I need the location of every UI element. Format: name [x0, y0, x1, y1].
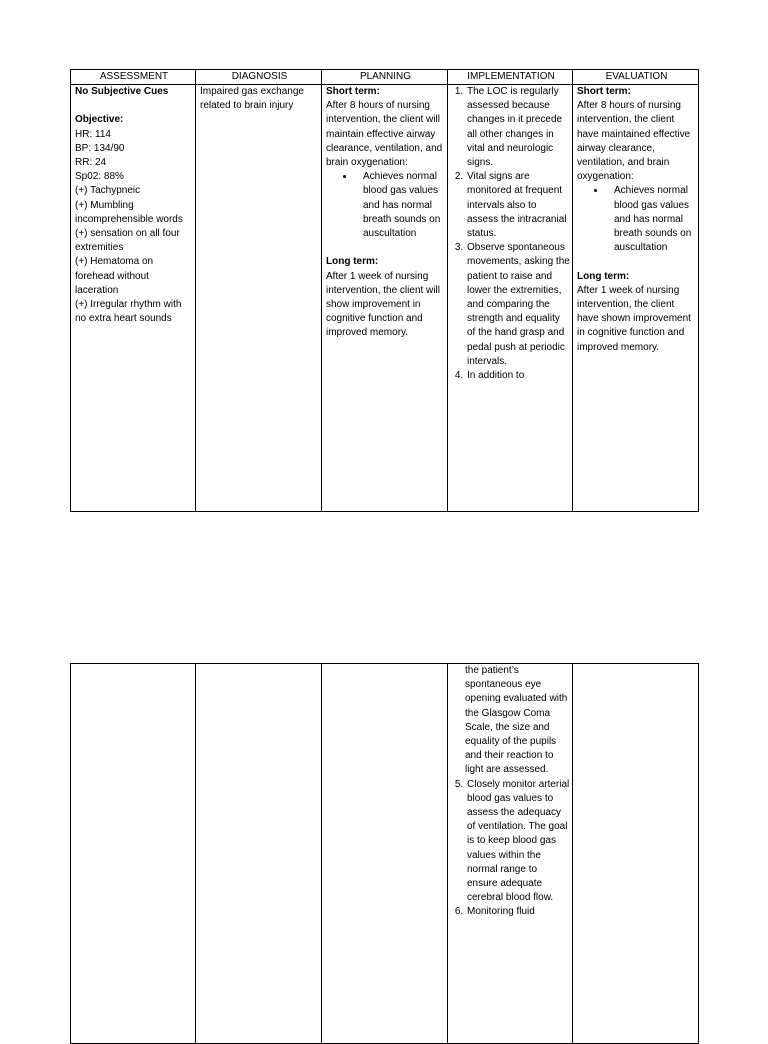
content-row	[71, 85, 699, 512]
diagnosis-cell-continued	[196, 664, 322, 1044]
evaluation-short-term-list	[577, 184, 696, 255]
evaluation-long-term-text: After 1 week of nursing intervention, the client have shown improvement in cognitive function and improved memory.	[577, 284, 691, 353]
planning-cell-continued	[322, 664, 448, 1044]
care-plan-table-page2	[70, 663, 699, 1044]
implementation-item: 5. Closely monitor arterial blood gas values to assess the adequacy of ventilation. The goal is to keep blood gas values within the normal range to ensure adequate cerebral blood flow.	[466, 778, 570, 906]
implementation-item: 2. Vital signs are monitored at frequent intervals also to assess the intracranial status.	[466, 170, 570, 241]
continued-row	[71, 664, 699, 1044]
assessment-cell	[71, 85, 196, 512]
evaluation-short-term-label: Short term:	[577, 86, 631, 97]
evaluation-long-term-label: Long term:	[577, 270, 630, 282]
planning-short-term-label: Short term:	[326, 86, 380, 97]
evaluation-short-term-bullet: • Achieves normal blood gas values and has normal breath sounds on auscultation	[606, 184, 696, 255]
care-plan-table-page1	[70, 69, 699, 512]
nursing-diagnosis: Impaired gas exchange related to brain injury	[200, 86, 304, 112]
header-diagnosis: DIAGNOSIS	[196, 70, 322, 85]
evaluation-cell	[573, 85, 699, 512]
implementation-item: 1. The LOC is regularly assessed because changes in it precede all other changes in vital and neurologic signs.	[466, 85, 570, 170]
header-planning: PLANNING	[322, 70, 448, 85]
implementation-list	[452, 85, 570, 383]
assessment-item: (+) Irregular rhythm with no extra heart sounds	[75, 299, 182, 325]
implementation-item: 6. Monitoring fluid	[466, 905, 570, 919]
planning-short-term-list	[326, 170, 445, 241]
assessment-item: (+) sensation on all four extremities	[75, 228, 180, 254]
objective-label: Objective:	[75, 114, 124, 126]
implementation-list-continued	[452, 778, 570, 920]
header-evaluation: EVALUATION	[573, 70, 699, 85]
implementation-item-continued: the patient’s spontaneous eye opening evaluated with the Glasgow Coma Scale, the size and equality of the pupils and their reaction to light are assessed.	[465, 665, 568, 776]
header-row	[71, 70, 699, 85]
assessment-item: RR: 24	[75, 157, 107, 168]
assessment-item: (+) Mumbling incomprehensible words	[75, 199, 183, 225]
planning-cell	[322, 85, 448, 512]
planning-long-term-label: Long term:	[326, 256, 379, 268]
assessment-item: (+) Hematoma on forehead without laceration	[75, 256, 154, 296]
implementation-cell	[448, 85, 573, 512]
assessment-item: BP: 134/90	[75, 142, 125, 154]
assessment-item: Sp02: 88%	[75, 171, 124, 183]
planning-short-term-bullet: • Achieves normal blood gas values and has normal breath sounds on auscultation	[355, 170, 445, 241]
evaluation-cell-continued	[573, 664, 699, 1044]
assessment-item: HR: 114	[75, 128, 111, 140]
subjective-cues: No Subjective Cues	[75, 86, 169, 97]
diagnosis-cell	[196, 85, 322, 512]
header-implementation: IMPLEMENTATION	[448, 70, 573, 85]
evaluation-short-term-text: After 8 hours of nursing intervention, the client have maintained effective airway clearance, ventilation, and brain oxygenation:	[577, 100, 691, 183]
planning-long-term-text: After 1 week of nursing intervention, the client will show improvement in cognitive function and improved memory.	[326, 270, 440, 339]
implementation-item: 3. Observe spontaneous movements, asking the patient to raise and lower the extremities, and comparing the strength and equality of the hand grasp and pedal push at periodic intervals.	[466, 241, 570, 369]
planning-short-term-text: After 8 hours of nursing intervention, the client will maintain effective airway clearance, ventilation, and brain oxygenation:	[326, 100, 443, 169]
implementation-item: 4. In addition to	[466, 369, 570, 383]
assessment-cell-continued	[71, 664, 196, 1044]
implementation-cell-continued	[448, 664, 573, 1044]
header-assessment: ASSESSMENT	[71, 70, 196, 85]
assessment-item: (+) Tachypneic	[75, 185, 141, 197]
